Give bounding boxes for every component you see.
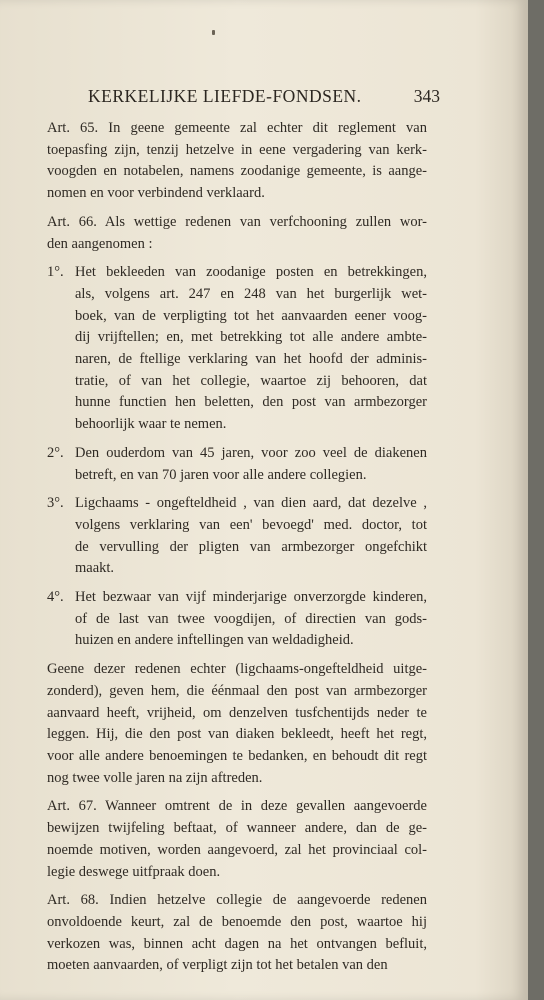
paragraph — [47, 212, 427, 255]
text-line: Art. 68. Indien hetzelve collegie de aangevoerde redenen — [47, 892, 427, 909]
text-line: bewijzen twijfeling beftaat, of wanneer andere, dan de ge- — [47, 820, 427, 837]
text-line: onvoldoende keurt, zal de benoemde den post, waartoe hij — [47, 913, 427, 930]
text-line: Art. 67. Wanneer omtrent de in deze gevallen aangevoerde — [47, 798, 427, 815]
enumerated-item — [47, 587, 427, 652]
paragraph — [47, 659, 427, 789]
text-line: zonderd), geven hem, die éénmaal den post van armbezorger — [47, 682, 427, 699]
paragraph — [47, 796, 427, 883]
text-line: of de last van twee voogdijen, of directien van gods- — [75, 610, 427, 627]
item-number: 3°. — [47, 495, 64, 512]
text-line: dij vrijftellen; en, met betrekking tot alle andere ambte- — [75, 329, 427, 346]
item-number: 2°. — [47, 444, 64, 461]
text-line: behoorlijk waar te nemen. — [75, 416, 227, 433]
text-line: Het bezwaar van vijf minderjarige onverzorgde kinderen, — [75, 589, 427, 606]
text-line: Art. 66. Als wettige redenen van verfchooning zullen wor- — [47, 213, 427, 230]
enumerated-item — [47, 443, 427, 486]
page-body — [47, 118, 427, 977]
enumerated-item — [47, 262, 427, 436]
paragraph-gap — [47, 436, 427, 443]
item-text — [75, 262, 427, 436]
text-line: Art. 65. In geene gemeente zal echter dit reglement van — [47, 120, 427, 136]
text-line: verkozen was, binnen acht dagen na het ontvangen befluit, — [47, 935, 427, 952]
text-line: legie deswege uitfpraak doen. — [47, 863, 221, 880]
paragraph-gap — [47, 789, 427, 796]
text-line: tratie, of van het collegie, waartoe zij behooren, dat — [75, 372, 427, 389]
text-line: aanvaard heeft, vrijheid, om denzelven tusfchentijds neder te — [47, 704, 427, 721]
text-line: de vervulling der pligten van armbezorger ongefchikt — [75, 538, 427, 555]
header-title: KERKELIJKE LIEFDE-FONDSEN. — [88, 86, 362, 106]
text-line: den aangenomen : — [47, 235, 153, 252]
text-line: huizen en andere inftellingen van weldadigheid. — [75, 632, 354, 649]
item-number: 4°. — [47, 589, 64, 606]
ink-speck — [212, 30, 215, 35]
paragraph-gap — [47, 255, 427, 262]
page-number: 343 — [413, 86, 440, 106]
paragraph — [47, 118, 427, 205]
paragraph-gap — [47, 486, 427, 493]
text-line: noemde motiven, worden aangevoerd, zal het provinciaal col- — [47, 841, 427, 858]
running-header — [88, 86, 440, 107]
item-text — [75, 587, 427, 652]
paragraph-gap — [47, 652, 427, 659]
item-number: 1°. — [47, 264, 64, 281]
text-line: nomen en voor verbindend verklaard. — [47, 185, 265, 202]
text-line: moeten aanvaarden, of verpligt zijn tot het betalen van den — [47, 957, 388, 974]
paragraph-gap — [47, 883, 427, 890]
text-line: nog twee volle jaren na zijn aftreden. — [47, 769, 263, 786]
text-line: leggen. Hij, die den post van diaken bekleedt, heeft het regt, — [47, 726, 427, 743]
text-line: hunne functien hen beletten, den post van armbezorger — [75, 394, 427, 411]
text-line: voor alle andere benoemingen te bedanken, en behoudt dit regt — [47, 747, 427, 764]
enumerated-item — [47, 493, 427, 580]
paragraph — [47, 890, 427, 977]
item-text — [75, 443, 427, 486]
text-line: voogden en notabelen, namens zoodanige gemeente, is aange- — [47, 163, 427, 180]
text-line: boek, van de verpligting tot het aanvaarden eener voog- — [75, 307, 427, 324]
text-line: Den ouderdom van 45 jaren, voor zoo veel de diakenen — [75, 444, 427, 461]
text-line: naren, de ftellige verklaring van het hoofd der adminis- — [75, 351, 427, 368]
text-line: volgens verklaring van een' bevoegd' med. doctor, tot — [75, 516, 427, 533]
text-line: Ligchaams - ongefteldheid , van dien aard, dat dezelve , — [75, 495, 427, 512]
text-line: betreft, en van 70 jaren voor alle andere collegien. — [75, 466, 367, 483]
text-line: Het bekleeden van zoodanige posten en betrekkingen, — [75, 264, 427, 281]
paragraph-gap — [47, 580, 427, 587]
text-line: toepasfing zijn, tenzij hetzelve in eene vergadering van kerk- — [47, 141, 427, 158]
item-text — [75, 493, 427, 580]
text-line: als, volgens art. 247 en 248 van het burgerlijk wet- — [75, 285, 427, 302]
paragraph-gap — [47, 205, 427, 212]
text-line: maakt. — [75, 560, 115, 577]
text-line: Geene dezer redenen echter (ligchaams-ongefteldheid uitge- — [47, 661, 427, 678]
